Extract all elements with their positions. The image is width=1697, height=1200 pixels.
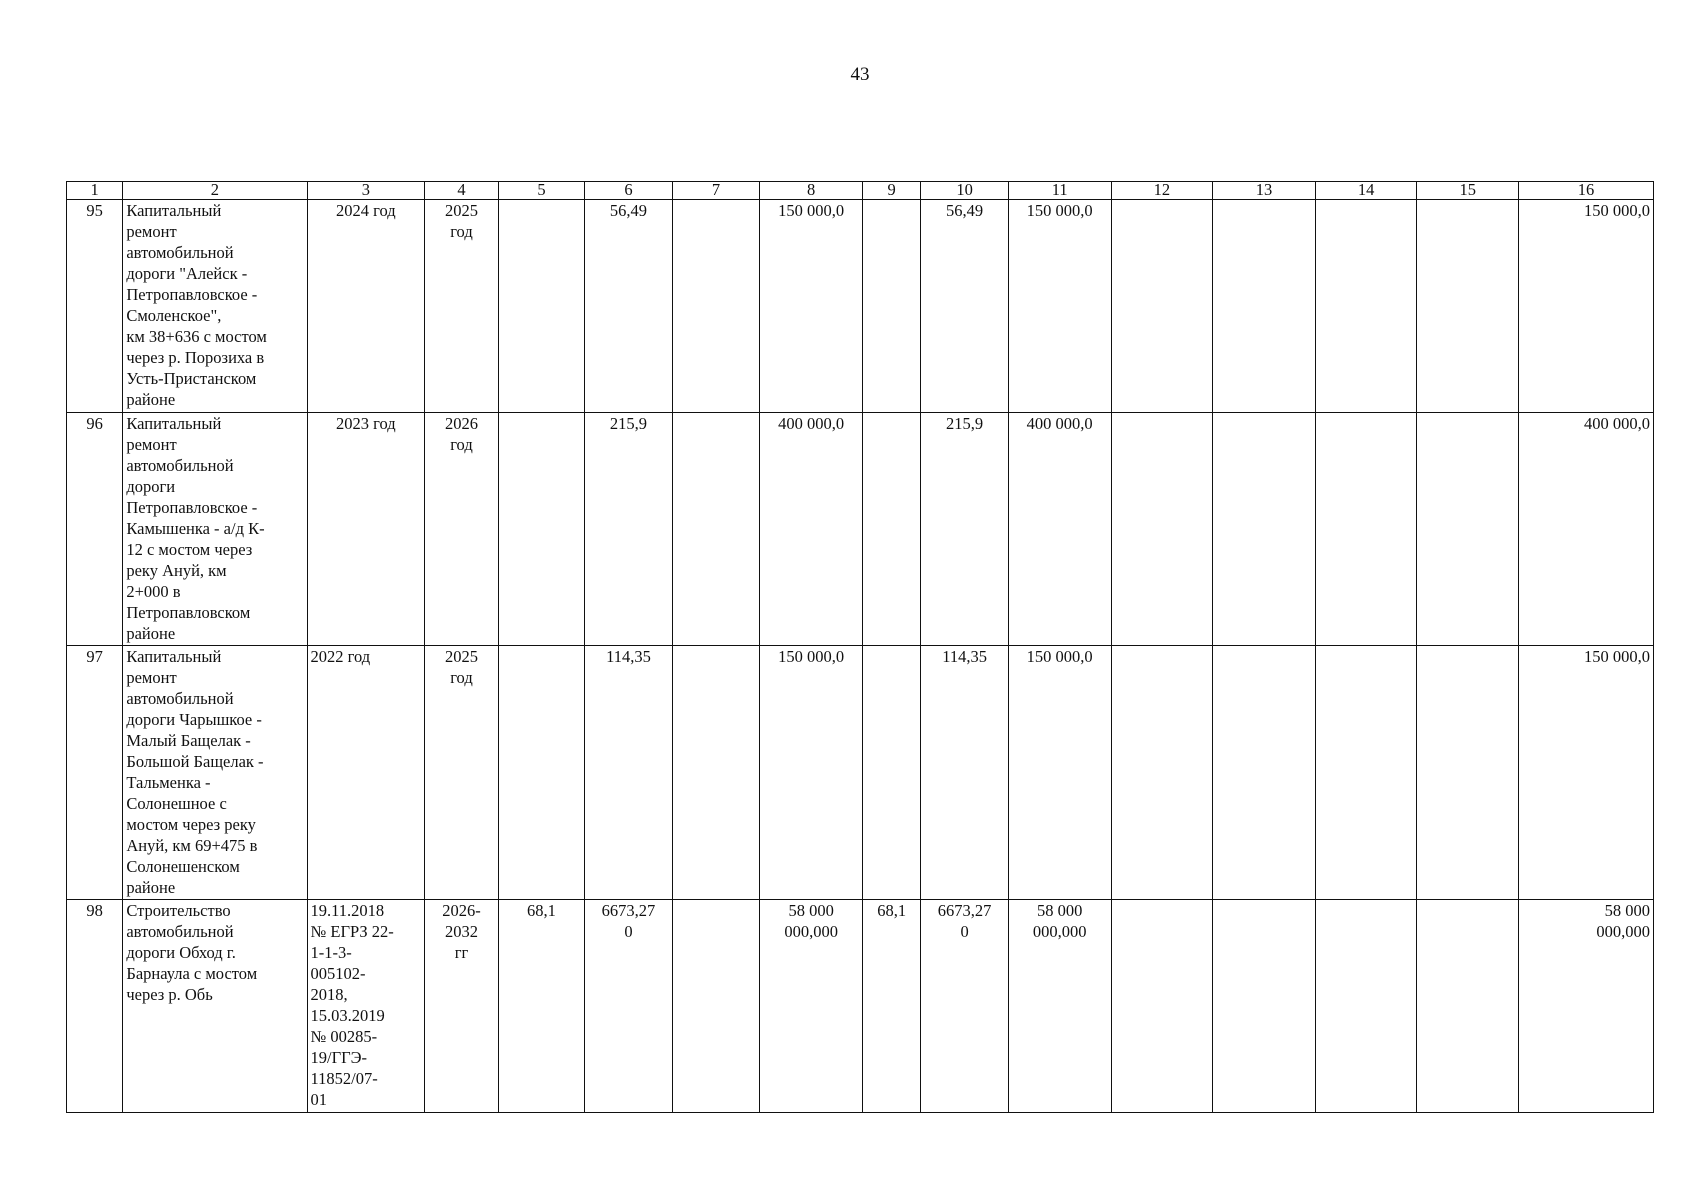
object-name-cell: Капитальный ремонт автомобильной дороги "Алейск - Петропавловское - Смоленское", км 38+636 с мостом через р. Порозиха в Усть-Пристанском районе	[123, 200, 307, 413]
table-cell: 150 000,0	[1519, 646, 1654, 900]
table-cell	[1315, 900, 1417, 1113]
column-header: 7	[672, 182, 760, 200]
table-cell: 68,1	[498, 900, 585, 1113]
table-cell	[672, 900, 760, 1113]
document-cell: 19.11.2018 № ЕГРЗ 22- 1-1-3- 005102- 2018, 15.03.2019 № 00285- 19/ГГЭ- 11852/07- 01	[307, 900, 425, 1113]
table-cell	[862, 200, 920, 413]
table-cell: 68,1	[862, 900, 920, 1113]
table-cell: 6673,27 0	[585, 900, 673, 1113]
table-cell: 400 000,0	[1008, 413, 1111, 646]
column-header: 6	[585, 182, 673, 200]
object-name-cell: Строительство автомобильной дороги Обход г. Барнаула с мостом через р. Обь	[123, 900, 307, 1113]
table-cell: 56,49	[921, 200, 1009, 413]
row-number-cell: 98	[67, 900, 123, 1113]
table-cell	[498, 646, 585, 900]
period-cell: 2025 год	[425, 646, 498, 900]
column-header: 10	[921, 182, 1009, 200]
table-cell	[498, 413, 585, 646]
table-row	[67, 900, 1654, 1113]
table-cell	[1315, 200, 1417, 413]
header-row	[67, 182, 1654, 200]
column-header: 9	[862, 182, 920, 200]
period-cell: 2026- 2032 гг	[425, 900, 498, 1113]
table-cell: 150 000,0	[760, 200, 863, 413]
column-header: 4	[425, 182, 498, 200]
period-cell: 2026 год	[425, 413, 498, 646]
table-cell: 6673,27 0	[921, 900, 1009, 1113]
table-cell: 150 000,0	[760, 646, 863, 900]
document-cell: 2023 год	[307, 413, 425, 646]
column-header: 8	[760, 182, 863, 200]
column-header: 3	[307, 182, 425, 200]
row-number-cell: 96	[67, 413, 123, 646]
column-header: 1	[67, 182, 123, 200]
table-cell: 400 000,0	[1519, 413, 1654, 646]
table-cell	[1417, 200, 1519, 413]
column-header: 12	[1111, 182, 1213, 200]
object-name-cell: Капитальный ремонт автомобильной дороги Чарышкое - Малый Бащелак - Большой Бащелак - Тальменка - Солонешное с мостом через реку Ануй, км 69+475 в Солонешенском районе	[123, 646, 307, 900]
table-cell: 400 000,0	[760, 413, 863, 646]
table-row	[67, 646, 1654, 900]
table-cell: 150 000,0	[1519, 200, 1654, 413]
object-name-cell: Капитальный ремонт автомобильной дороги Петропавловское - Камышенка - а/д К- 12 с мостом через реку Ануй, км 2+000 в Петропавловском районе	[123, 413, 307, 646]
table-cell	[1111, 900, 1213, 1113]
table-cell	[1417, 900, 1519, 1113]
period-cell: 2025 год	[425, 200, 498, 413]
table-cell	[1213, 200, 1316, 413]
table-cell	[862, 413, 920, 646]
table-cell: 58 000 000,000	[1008, 900, 1111, 1113]
table-cell: 215,9	[585, 413, 673, 646]
document-cell: 2024 год	[307, 200, 425, 413]
page-number: 43	[850, 64, 870, 85]
table-cell	[672, 200, 760, 413]
table-row	[67, 413, 1654, 646]
table-cell: 56,49	[585, 200, 673, 413]
column-header: 11	[1008, 182, 1111, 200]
table-cell: 58 000 000,000	[760, 900, 863, 1113]
column-header: 13	[1213, 182, 1316, 200]
table-cell	[1111, 413, 1213, 646]
column-header: 2	[123, 182, 307, 200]
table-cell	[1111, 646, 1213, 900]
table-cell	[1315, 646, 1417, 900]
table-cell	[1417, 646, 1519, 900]
table-cell	[1417, 413, 1519, 646]
table-cell	[862, 646, 920, 900]
data-table	[66, 181, 1654, 1113]
table-cell: 150 000,0	[1008, 646, 1111, 900]
table-cell	[672, 646, 760, 900]
table-cell: 215,9	[921, 413, 1009, 646]
table-cell	[1213, 413, 1316, 646]
table-row	[67, 200, 1654, 413]
table-cell: 150 000,0	[1008, 200, 1111, 413]
table-cell	[1213, 646, 1316, 900]
row-number-cell: 95	[67, 200, 123, 413]
document-cell: 2022 год	[307, 646, 425, 900]
column-header: 5	[498, 182, 585, 200]
column-header: 14	[1315, 182, 1417, 200]
table-cell	[1315, 413, 1417, 646]
table-cell	[672, 413, 760, 646]
table-cell: 114,35	[921, 646, 1009, 900]
table-cell	[1213, 900, 1316, 1113]
column-header: 15	[1417, 182, 1519, 200]
row-number-cell: 97	[67, 646, 123, 900]
column-header: 16	[1519, 182, 1654, 200]
table-cell	[498, 200, 585, 413]
table-cell: 58 000 000,000	[1519, 900, 1654, 1113]
table-cell	[1111, 200, 1213, 413]
table-cell: 114,35	[585, 646, 673, 900]
